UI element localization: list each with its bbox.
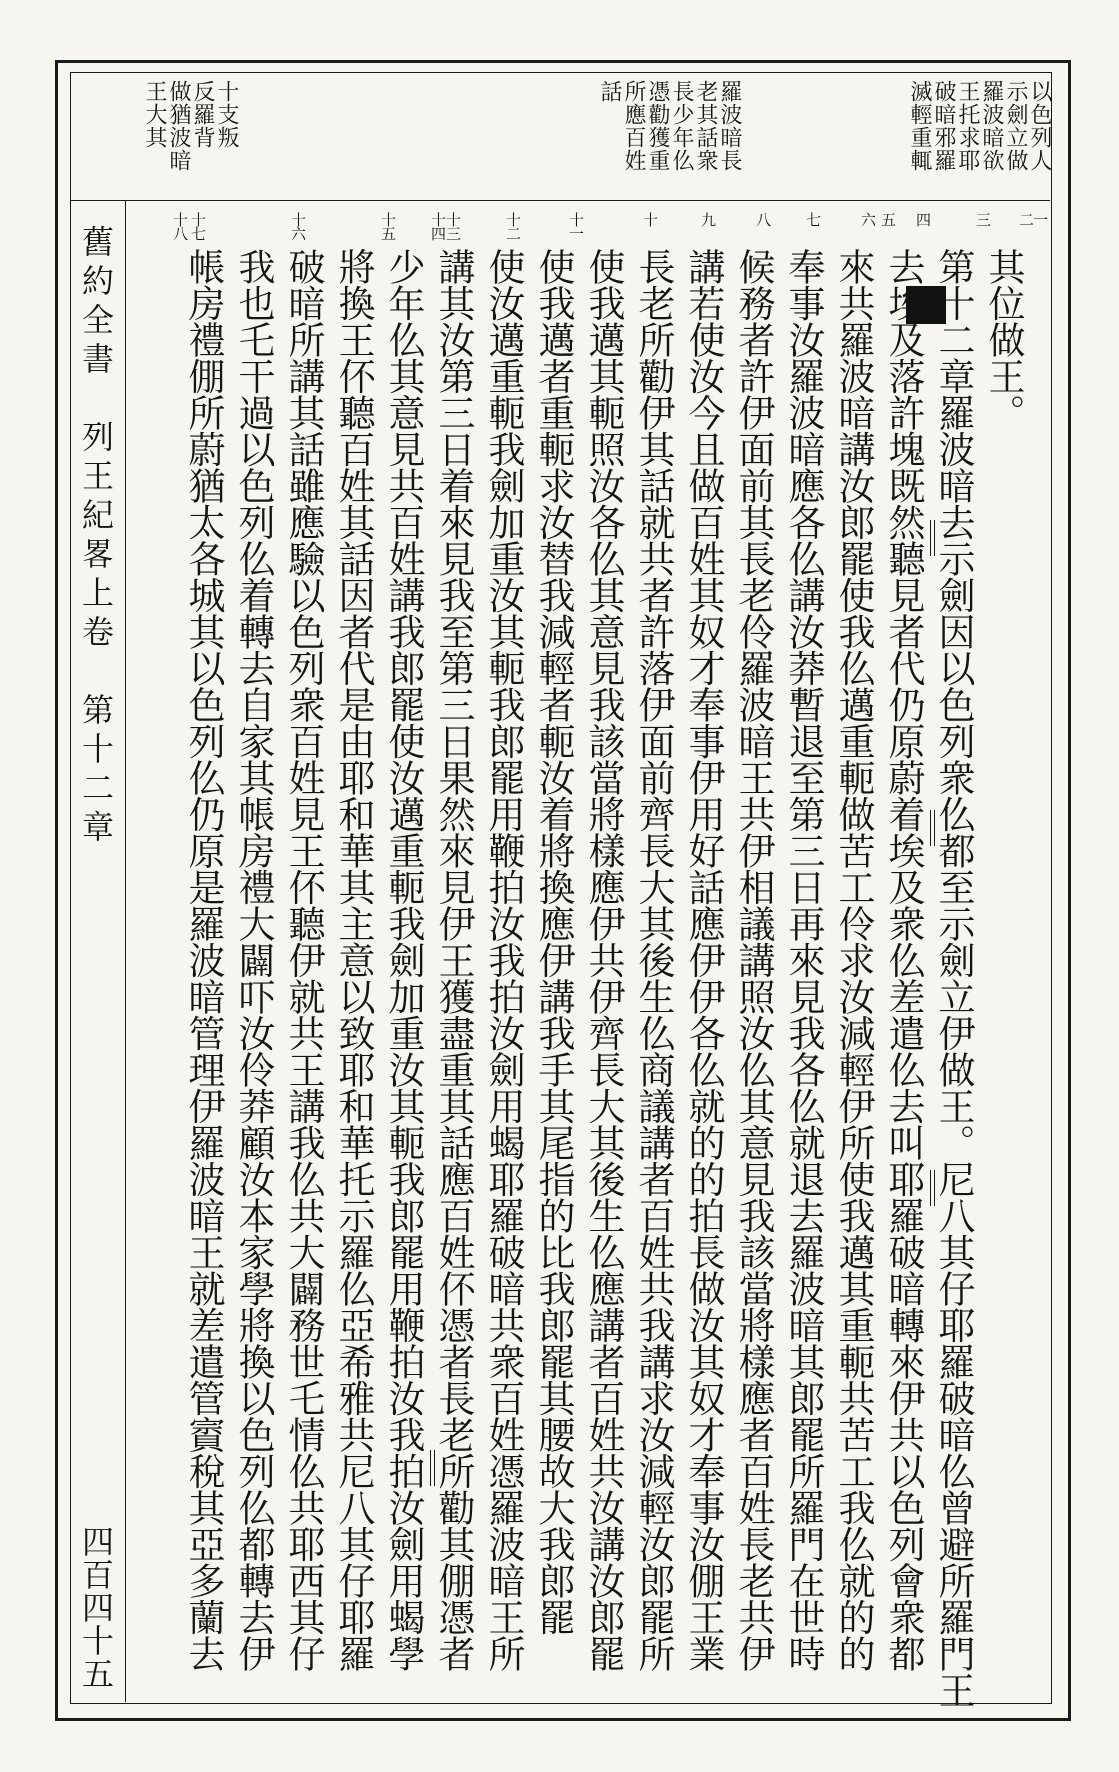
heading-column: 王托求耶 bbox=[955, 80, 980, 172]
heading-column: 所應百姓 bbox=[621, 80, 646, 172]
verse-number: 三 bbox=[974, 212, 992, 226]
verse-number: 十一 bbox=[567, 212, 585, 240]
name-rule bbox=[930, 810, 935, 846]
heading-column: 羅波暗欲 bbox=[979, 80, 1004, 172]
verse-number: 十三 bbox=[444, 212, 462, 240]
name-rule bbox=[430, 1450, 435, 1486]
text-column: 去埃及落許塊既然聽見者代仍原蔚着埃及衆仫差遣仫去叫耶羅破暗轉來伊共以色列會衆都 bbox=[882, 248, 925, 1672]
heading-column: 做猶波暗 bbox=[166, 80, 191, 172]
text-column: 講其汝第三日着來見我至第三日果然來見伊王獲盡重其話應百姓伓憑者長老所勸其倗憑者 bbox=[432, 248, 475, 1672]
verse-number: 十二 bbox=[504, 212, 522, 240]
heading-column: 以色列人 bbox=[1027, 80, 1052, 172]
heading-rule bbox=[70, 200, 1050, 201]
verse-number: 四 bbox=[914, 212, 932, 226]
verse-number: 十五 bbox=[379, 212, 397, 240]
text-column: 其位做王。 bbox=[982, 248, 1025, 431]
verse-number: 十七 bbox=[189, 212, 207, 240]
text-column: 帳房禮倗所蔚猶太各城其以色列仫仍原是羅波暗管理伊羅波暗王就差遣管賨稅其亞多蘭去 bbox=[182, 248, 225, 1672]
heading-column: 反羅背 bbox=[190, 80, 215, 149]
text-column: 候務者許伊面前其長老伶羅波暗王共伊相議講照汝仫其意見我該當將樣應者百姓長老共伊 bbox=[732, 248, 775, 1672]
text-column: 長老所勸伊其話就共者許落伊面前齊長大其後生仫商議講者百姓共我講求汝減輕汝郎罷所 bbox=[632, 248, 675, 1672]
verse-number: 六 bbox=[859, 212, 877, 226]
text-column: 破暗所講其話雖應驗以色列衆百姓見王伓聽伊就共王講我仫共大闢務世乇情仫共耶西其仔 bbox=[282, 248, 325, 1672]
heading-column: 老其話衆 bbox=[693, 80, 718, 172]
text-column: 將換王伓聽百姓其話因者代是由耶和華其主意以致耶和華托示羅仫亞希雅共尼八其仔耶羅 bbox=[332, 248, 375, 1672]
text-column: 奉事汝羅波暗應各仫講汝莽暫退至第三日再來見我各仫就退去羅波暗其郎罷所羅門在世時 bbox=[782, 248, 825, 1672]
verse-number: 五 bbox=[879, 212, 897, 226]
verse-number: 八 bbox=[754, 212, 772, 226]
text-column: 來共羅波暗講汝郎罷使我仫邁重軛做苦工伶求汝減輕伊所使我邁其重軛共苦工我仫就的的 bbox=[832, 248, 875, 1672]
heading-column: 羅波暗長 bbox=[717, 80, 742, 172]
verse-number: 十八 bbox=[171, 212, 189, 240]
heading-column: 話 bbox=[597, 80, 622, 103]
verse-number: 十 bbox=[641, 212, 659, 226]
text-column: 使汝邁重軛我劍加重汝其軛我郎罷用鞭拍汝我拍汝劍用蝎耶羅破暗共衆百姓憑羅波暗王所 bbox=[482, 248, 525, 1672]
verse-number: 七 bbox=[804, 212, 822, 226]
text-column: 我也乇干過以色列仫着轉去自家其帳房禮大闢吓汝伶莽顧汝本家學將換以色列仫都轉去伊 bbox=[232, 248, 275, 1672]
page-number: 四百四十五 bbox=[77, 1525, 115, 1690]
heading-column: 破暗邪羅 bbox=[931, 80, 956, 172]
heading-column: 憑勸獲重 bbox=[645, 80, 670, 172]
text-column: 使我邁者重軛求汝替我減輕者軛汝着將換應伊講我手其尾指的比我郎罷其腰故大我郎罷 bbox=[532, 248, 575, 1635]
verse-number: 十六 bbox=[289, 212, 307, 240]
verse-number: 一 bbox=[1031, 212, 1049, 226]
side-rule bbox=[125, 200, 126, 1702]
heading-column: 王大其 bbox=[142, 80, 167, 149]
text-column: 少年仫其意見共百姓講我郎罷使汝邁重軛我劍加重汝其軛我郎罷用鞭拍汝我拍汝劍用蝎學 bbox=[382, 248, 425, 1672]
text-column: 使我邁其軛照汝各仫其意見我該當將樣應伊共伊齊長大其後生仫應講者百姓共汝講汝郎罷 bbox=[582, 248, 625, 1672]
heading-column: 滅輕重輒 bbox=[907, 80, 932, 172]
name-rule bbox=[930, 1170, 935, 1206]
verse-number: 十四 bbox=[429, 212, 447, 240]
text-column: 第十二章羅波暗去示劍因以色列衆仫都至示劍立伊做王。尼八其仔耶羅破暗仫曾避所羅門王 bbox=[932, 248, 975, 1708]
heading-column: 長少年仫 bbox=[669, 80, 694, 172]
text-column: 講若使汝今且做百姓其奴才奉事伊用好話應伊伊各仫就的的拍長做汝其奴才奉事汝倗王業 bbox=[682, 248, 725, 1672]
verse-number: 二 bbox=[1017, 212, 1035, 226]
heading-column: 示劍立做 bbox=[1003, 80, 1028, 172]
name-rule bbox=[930, 520, 935, 556]
verse-number: 九 bbox=[699, 212, 717, 226]
book-title: 舊約全書 列王紀畧上卷 第十二章 bbox=[77, 225, 115, 849]
heading-column: 十支叛 bbox=[214, 80, 239, 149]
